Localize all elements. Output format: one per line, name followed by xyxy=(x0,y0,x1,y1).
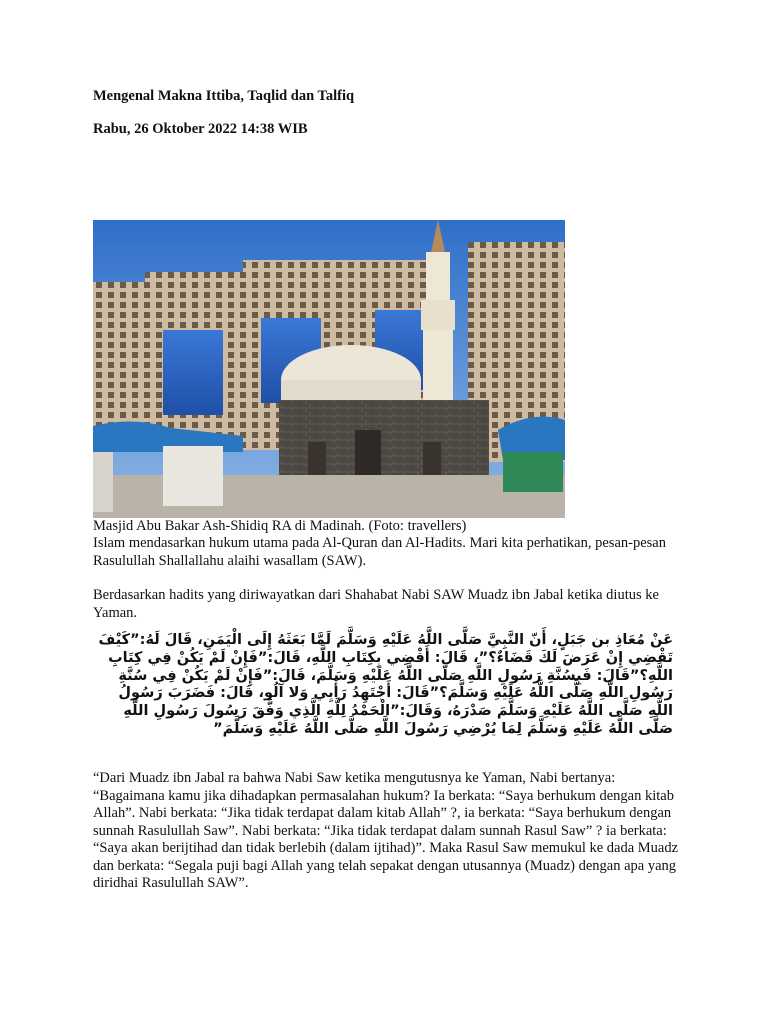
intro-paragraph: Islam mendasarkan hukum utama pada Al-Quran dan Al-Hadits. Mari kita perhatikan, pesan-pesan Rasulullah Shallallahu alaihi wasallam (SAW). xyxy=(93,535,666,569)
hadith-intro-paragraph: Berdasarkan hadits yang diriwayatkan dari Shahabat Nabi SAW Muadz ibn Jabal ketika diutus ke Yaman. xyxy=(93,587,659,621)
article-date: Rabu, 26 Oktober 2022 14:38 WIB xyxy=(93,121,308,137)
translation-paragraph: “Dari Muadz ibn Jabal ra bahwa Nabi Saw ketika mengutusnya ke Yaman, Nabi bertanya: “Bagaimana kamu jika dihadapkan permasalahan hukum? Ia berkata: “Saya berhukum dengan kitab Allah”. Nabi berkata: “Jika tidak terdapat dalam kitab Allah” ?, ia berkata: “Saya berhukum dengan sunnah Rasulullah Saw”. Nabi berkata: “Jika tidak terdapat dalam sunnah Rasul Saw” ? ia berkata: “Saya akan berijtihad dan tidak berlebih (dalam ijtihad)”. Maka Rasul Saw memukul ke dada Muadz dan berkata: “Segala puji bagi Allah yang telah sepakat dengan utusannya (Muadz) dengan apa yang diridhai Rasulullah SAW”. xyxy=(93,770,679,891)
image-caption: Masjid Abu Bakar Ash-Shidiq RA di Madinah. (Foto: travellers) xyxy=(93,518,467,534)
article-title: Mengenal Makna Ittiba, Taqlid dan Talfiq xyxy=(93,88,355,104)
arabic-hadith-text: عَنْ مُعَاذِ بن جَبَلٍ، أَنّ النَّبِيَّ صَلَّى اللَّهُ عَلَيْهِ وَسَلَّمَ لَمَّا بَعَثَهُ إِلَى الْيَمَنِ، قَالَ لَهُ:”كَيْفَ تَقْضِي إِنْ عَرَضَ لَكَ قَضَاءٌ؟”، قَالَ: أَقْضِي بِكِتَابِ اللَّهِ، قَالَ:”فَإِنْ لَمْ يَكُنْ فِي كِتَابِ اللَّهِ؟”قَالَ: فَبِسُنَّةِ رَسُولِ اللَّهِ صَلَّى اللَّهُ عَلَيْهِ وَسَلَّمَ، قَالَ:”فَإِنْ لَمْ يَكُنْ فِي سُنَّةِ رَسُولِ اللَّهِ صَلَّى اللَّهُ عَلَيْهِ وَسَلَّمَ؟”قَالَ: أَجْتَهِدُ رَأْيِي وَلا آلُو، قَالَ: فَضَرَبَ رَسُولُ اللَّهِ صَلَّى اللَّهُ عَلَيْهِ وَسَلَّمَ صَدْرَهُ، وَقَالَ:”الْحَمْدُ لِلَّهِ الَّذِي وَفَّقَ رَسُولَ رَسُولِ اللَّهِ صَلَّى اللَّهُ عَلَيْهِ وَسَلَّمَ لِمَا يُرْضِي رَسُولَ اللَّهِ صَلَّى اللَّهُ عَلَيْهِ وَسَلَّمَ” xyxy=(98,632,673,737)
mosque-photo xyxy=(93,220,565,518)
mosque-photo-graphic xyxy=(93,220,565,518)
